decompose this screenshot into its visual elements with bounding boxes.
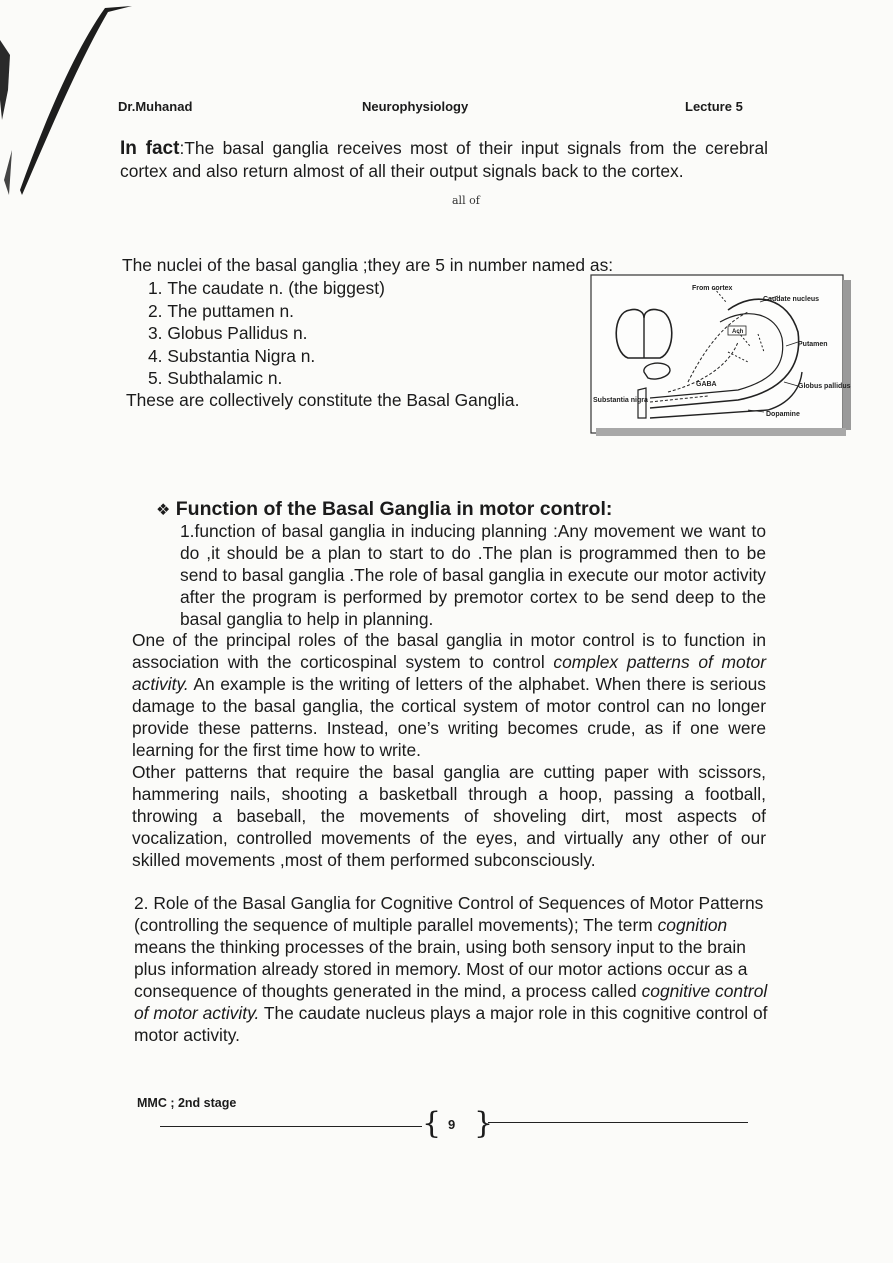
nuclei-summary: These are collectively constitute the Basal Ganglia. bbox=[126, 390, 520, 410]
header-lecture: Lecture 5 bbox=[685, 99, 743, 114]
label-globus: Globus pallidus bbox=[798, 383, 851, 390]
label-ach: Ach bbox=[732, 329, 744, 335]
list-item: 5. Subthalamic n. bbox=[148, 368, 283, 388]
basal-ganglia-diagram bbox=[588, 272, 853, 438]
footer-bracket-left: { bbox=[422, 1106, 442, 1141]
paragraph-complex-patterns: One of the principal roles of the basal ganglia in motor control is to function in association with the corticospinal system to control complex patterns of motor activity. An example is the writing of letters of the alphabet. When there is serious damage to the basal ganglia, the cortical system of motor control can no longer provide these patterns. Instead, one’s writing becomes crude, as if one were learning for the first time how to write. bbox=[132, 630, 766, 760]
intro-paragraph bbox=[120, 137, 768, 182]
footer-bracket-right: } bbox=[474, 1106, 494, 1141]
nuclei-intro: The nuclei of the basal ganglia ;they are 5 in number named as: bbox=[122, 255, 614, 275]
paragraph-other-patterns: Other patterns that require the basal ganglia are cutting paper with scissors, hammering nails, shooting a basketball through a hoop, passing a football, throwing a baseball, the movements of shoveling dirt, most aspects of vocalization, controlled movements of the eyes, and virtually any other of our skilled movements ,most of them performed subconsciously. bbox=[132, 762, 766, 870]
label-caudate: Caudate nucleus bbox=[763, 296, 820, 303]
footer-stage: MMC ; 2nd stage bbox=[137, 1096, 237, 1110]
label-putamen: Putamen bbox=[798, 341, 828, 348]
footer-rule-right bbox=[488, 1122, 748, 1123]
header-subject: Neurophysiology bbox=[362, 99, 469, 114]
label-dopamine: Dopamine bbox=[766, 411, 800, 418]
handwritten-note: all of bbox=[452, 194, 480, 207]
label-from-cortex: From cortex bbox=[692, 285, 733, 292]
intro-lead: In fact bbox=[120, 138, 180, 159]
header-author: Dr.Muhanad bbox=[118, 99, 193, 114]
section-heading: ❖ Function of the Basal Ganglia in motor control: bbox=[156, 498, 613, 520]
nuclei-list bbox=[148, 277, 385, 390]
list-item: 2. The puttamen n. bbox=[148, 300, 294, 321]
intro-text: :The basal ganglia receives most of their input signals from the cerebral cortex and also return almost of all their output signals back to the cortex. bbox=[120, 138, 769, 181]
page-number: 9 bbox=[448, 1117, 456, 1132]
list-item: 3. Globus Pallidus n. bbox=[148, 323, 308, 343]
label-substantia: Substantia nigra bbox=[593, 397, 648, 404]
bullet-icon: ❖ bbox=[156, 502, 171, 519]
label-gaba: GABA bbox=[696, 381, 717, 388]
footer-rule-left bbox=[160, 1126, 422, 1127]
list-item: 1. The caudate n. (the biggest) bbox=[148, 278, 385, 298]
point-1: 1.function of basal ganglia in inducing planning :Any movement we want to do ,it should be a plan to start to do .The plan is programmed then to be send to basal ganglia .The role of basal ganglia in execute our motor activity after the program is performed by premotor cortex to be send deep to the basal ganglia to help in planning. bbox=[180, 521, 766, 629]
point-2: 2. Role of the Basal Ganglia for Cognitive Control of Sequences of Motor Patterns (controlling the sequence of multiple parallel movements); The term cognition means the thinking processes of the brain, using both sensory input to the brain plus information already stored in memory. Most of our motor actions occur as a consequence of thoughts generated in the mind, a process called cognitive control of motor activity. The caudate nucleus plays a major role in this cognitive control of motor activity. bbox=[134, 893, 768, 1045]
list-item: 4. Substantia Nigra n. bbox=[148, 345, 316, 366]
